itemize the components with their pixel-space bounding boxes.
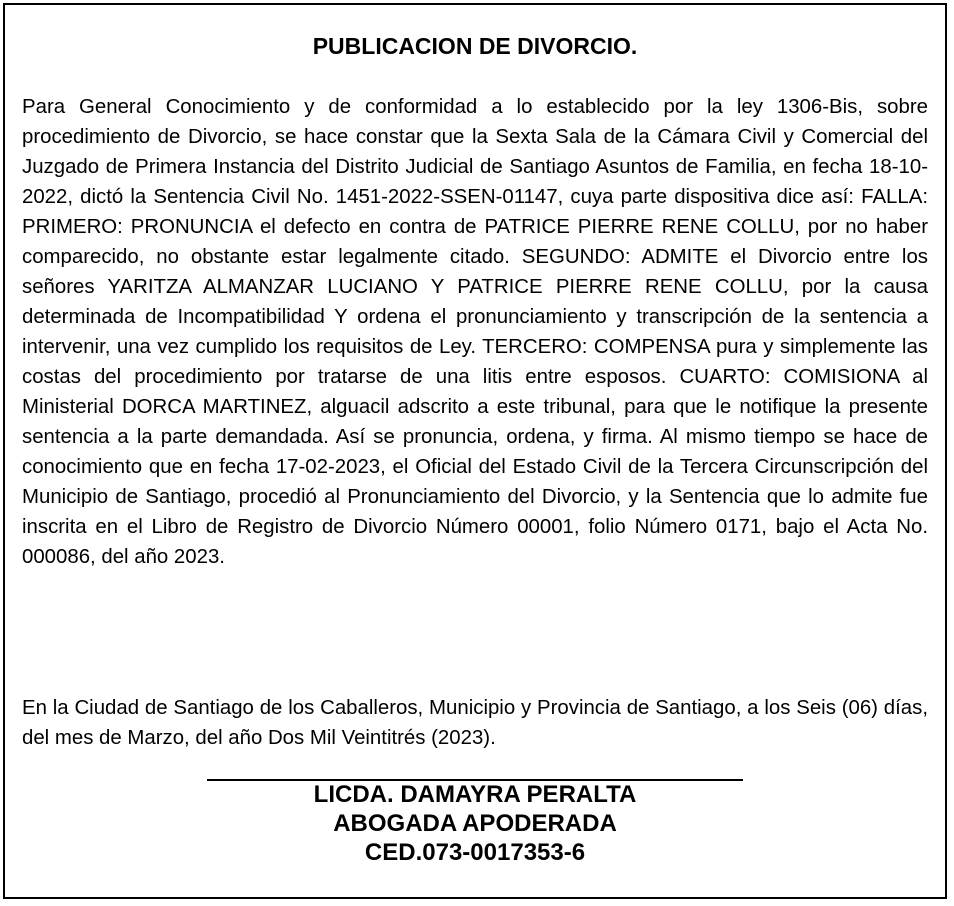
signatory-id-number: CED.073-0017353-6 [364,839,586,866]
divorce-notice [3,3,947,899]
signature-block [5,780,945,867]
notice-closing-paragraph: En la Ciudad de Santiago de los Caballeros, Municipio y Provincia de Santiago, a los Seis (06) días, del mes de Marzo, del año Dos Mil Veintitrés (2023). [22,697,928,749]
signatory-role: ABOGADA APODERADA [333,810,617,837]
signatory-name: LICDA. DAMAYRA PERALTA [313,781,637,808]
notice-title: PUBLICACION DE DIVORCIO. [312,33,638,59]
notice-body-paragraph: Para General Conocimiento y de conformidad a lo establecido por la ley 1306-Bis, sobre procedimiento de Divorcio, se hace constar que la Sexta Sala de la Cámara Civil y Comercial del Juzgado de Primera Instancia del Distrito Judicial de Santiago Asuntos de Familia, en fecha 18-10-2022, dictó la Sentencia Civil No. 1451-2022-SSEN-01147, cuya parte dispositiva dice así: FALLA: PRIMERO: PRONUNCIA el defecto en contra de PATRICE PIERRE RENE COLLU, por no haber comparecido, no obstante estar legalmente citado. SEGUNDO: ADMITE el Divorcio entre los señores YARITZA ALMANZAR LUCIANO Y PATRICE PIERRE RENE COLLU, por la causa determinada de Incompatibilidad Y ordena el pronunciamiento y transcripción de la sentencia a intervenir, una vez cumplido los requisitos de Ley. TERCERO: COMPENSA pura y simplemente las costas del procedimiento por tratarse de una litis entre esposos. CUARTO: COMISIONA al Ministerial DORCA MARTINEZ, alguacil adscrito a este tribunal, para que le notifique la presente sentencia a la parte demandada. Así se pronuncia, ordena, y firma. Al mismo tiempo se hace de conocimiento que en fecha 17-02-2023, el Oficial del Estado Civil de la Tercera Circunscripción del Municipio de Santiago, procedió al Pronunciamiento del Divorcio, y la Sentencia que lo admite fue inscrita en el Libro de Registro de Divorcio Número 00001, folio Número 0171, bajo el Acta No. 000086, del año 2023. [22,96,928,568]
